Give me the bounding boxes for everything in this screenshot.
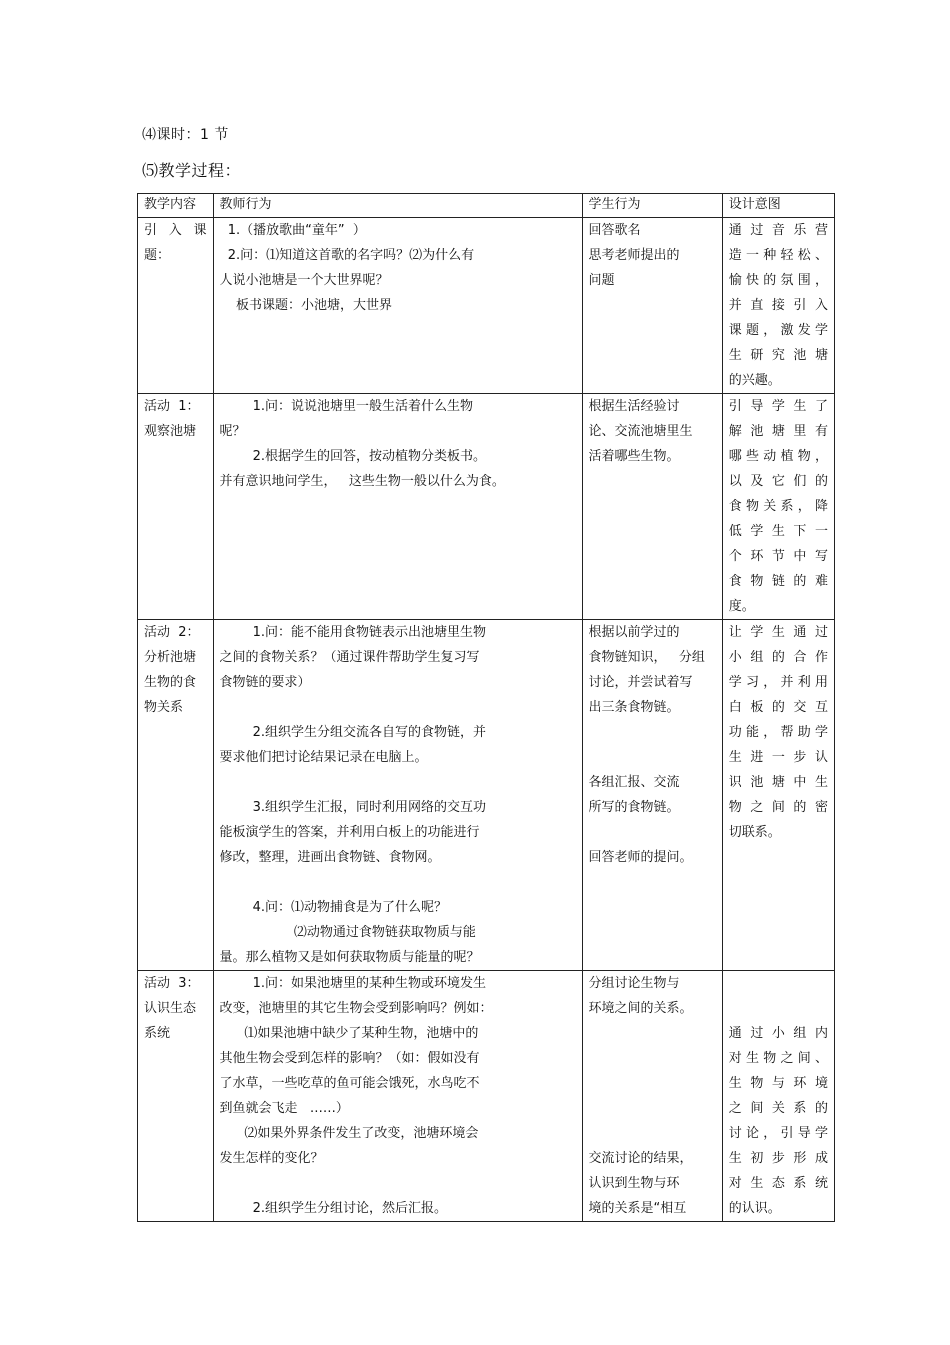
cell-line: 分析池塘: [144, 650, 197, 665]
cell-line: 各组汇报、交流: [588, 775, 680, 790]
cell-intent: [722, 971, 834, 1222]
cell-line: 小组的合作: [728, 650, 828, 665]
cell-line: 功能，帮助学: [728, 725, 828, 740]
cell-line: 出三条食物链。: [588, 700, 680, 715]
table-header-row: [138, 194, 835, 218]
cell-line: 生初步形成: [728, 1151, 828, 1166]
cell-line: 根据生活经验讨: [588, 399, 680, 414]
cell-line: [220, 770, 576, 795]
cell-line: 的兴趣。: [728, 373, 781, 388]
cell-line: 讨论，并尝试着写: [588, 675, 693, 690]
cell-line: 愉快的氛围，: [728, 273, 828, 288]
cell-line: 所写的食物链。: [588, 800, 680, 815]
cell-line: 论、交流池塘里生: [588, 424, 693, 439]
cell-intent: [722, 394, 834, 620]
cell-line: 2.组织学生分组讨论，然后汇报。: [219, 1201, 447, 1216]
cell-line: 引 入 课: [144, 223, 207, 238]
cell-line: 回答歌名: [588, 223, 641, 238]
cell-line: 2.问：⑴知道这首歌的名字吗？⑵为什么有: [219, 248, 475, 263]
cell-line: [589, 820, 716, 845]
cell-line: 环境之间的关系。: [588, 1001, 693, 1016]
cell-line: 通过小组内: [728, 1026, 828, 1041]
cell-line: [729, 971, 828, 996]
cell-line: 个环节中写: [728, 549, 828, 564]
cell-line: 呢？: [219, 424, 246, 439]
cell-line: [589, 720, 716, 745]
cell-content: [138, 394, 214, 620]
cell-line: [589, 1021, 716, 1046]
cell-teacher: [213, 971, 582, 1222]
cell-line: 活动 2：: [144, 625, 200, 640]
header-content: 教学内容: [138, 194, 214, 218]
cell-line: 4.问：⑴动物捕食是为了什么呢？: [219, 900, 447, 915]
cell-teacher: [213, 394, 582, 620]
cell-line: 并有意识地问学生， 这些生物一般以什么为食。: [219, 474, 505, 489]
cell-line: 引导学生了: [728, 399, 828, 414]
header-student: 学生行为: [582, 194, 722, 218]
table-row: [138, 218, 835, 394]
lesson-hours-value: 1 节: [200, 127, 229, 143]
cell-line: ⑵如果外界条件发生了改变，池塘环境会: [219, 1126, 479, 1141]
cell-line: 解池塘里有: [728, 424, 828, 439]
cell-line: 课题，激发学: [728, 323, 828, 338]
cell-line: 并直接引入: [728, 298, 828, 313]
cell-line: 讨论，引导学: [728, 1126, 828, 1141]
cell-line: 物关系: [144, 700, 184, 715]
teaching-process-heading: [142, 158, 241, 181]
cell-line: 食物链知识， 分组: [588, 650, 705, 665]
cell-student: [582, 620, 722, 971]
cell-intent: [722, 218, 834, 394]
cell-line: 识池塘中生: [728, 775, 828, 790]
cell-line: 改变，池塘里的其它生物会受到影响吗？例如：: [219, 1001, 493, 1016]
cell-student: [582, 218, 722, 394]
cell-line: 低学生下一: [728, 524, 828, 539]
cell-teacher: [213, 218, 582, 394]
cell-line: 1.问：能不能用食物链表示出池塘里生物: [219, 625, 486, 640]
cell-teacher: [213, 620, 582, 971]
cell-line: 人说小池塘是一个大世界呢？: [219, 273, 389, 288]
cell-line: 对生态系统: [728, 1176, 828, 1191]
cell-line: 发生怎样的变化？: [219, 1151, 324, 1166]
cell-line: 量。那么植物又是如何获取物质与能量的呢？: [219, 950, 480, 965]
cell-line: 2.组织学生分组交流各自写的食物链，并: [219, 725, 486, 740]
lesson-hours-heading: [142, 124, 229, 144]
header-intent: 设计意图: [722, 194, 834, 218]
cell-line: 问题: [588, 273, 615, 288]
cell-line: 造一种轻松、: [728, 248, 828, 263]
header-teacher: 教师行为: [213, 194, 582, 218]
cell-line: 食物链的难: [728, 574, 828, 589]
cell-line: 分组讨论生物与: [588, 976, 680, 991]
cell-line: 生物的食: [144, 675, 197, 690]
cell-line: ⑵动物通过食物链获取物质与能: [219, 925, 476, 940]
cell-line: 了水草，一些吃草的鱼可能会饿死，水鸟吃不: [219, 1076, 480, 1091]
cell-line: 要求他们把讨论结果记录在电脑上。: [219, 750, 428, 765]
cell-student: [582, 971, 722, 1222]
teaching-process-table: [137, 193, 835, 1222]
cell-line: 题：: [144, 248, 171, 263]
cell-content: [138, 620, 214, 971]
cell-line: 学习，并利用: [728, 675, 828, 690]
cell-line: 生进一步认: [728, 750, 828, 765]
cell-line: 之间关系的: [728, 1101, 828, 1116]
cell-intent: [722, 620, 834, 971]
cell-line: 3.组织学生汇报，同时利用网络的交互功: [219, 800, 486, 815]
cell-line: [589, 745, 716, 770]
cell-line: 切联系。: [728, 825, 781, 840]
cell-line: 度。: [728, 599, 755, 614]
cell-line: 修改，整理，进画出食物链、食物网。: [219, 850, 441, 865]
cell-line: 观察池塘: [144, 424, 197, 439]
cell-content: [138, 218, 214, 394]
cell-line: 活动 1：: [144, 399, 200, 414]
cell-line: 生物与环境: [728, 1076, 828, 1091]
cell-line: 板书课题：小池塘，大世界: [219, 298, 393, 313]
cell-line: [589, 1046, 716, 1071]
cell-line: 生研究池塘: [728, 348, 828, 363]
cell-line: 认识生态: [144, 1001, 197, 1016]
cell-line: 能板演学生的答案，并利用白板上的功能进行: [219, 825, 480, 840]
table-row: [138, 394, 835, 620]
cell-line: 认识到生物与环: [588, 1176, 680, 1191]
cell-line: 1.（播放歌曲“童年” ）: [219, 223, 366, 238]
cell-line: 到鱼就会飞走 ……）: [219, 1101, 349, 1116]
cell-line: [220, 1171, 576, 1196]
table-row: [138, 620, 835, 971]
cell-line: 之间的食物关系？（通过课件帮助学生复习写: [219, 650, 480, 665]
cell-line: 1.问：如果池塘里的某种生物或环境发生: [219, 976, 486, 991]
cell-line: 的认识。: [728, 1201, 781, 1216]
cell-line: 活着哪些生物。: [588, 449, 680, 464]
cell-line: 白板的交互: [728, 700, 828, 715]
cell-line: 回答老师的提问。: [588, 850, 693, 865]
cell-content: [138, 971, 214, 1222]
cell-line: 思考老师提出的: [588, 248, 680, 263]
cell-line: [589, 1096, 716, 1121]
cell-line: [589, 1121, 716, 1146]
cell-line: 境的关系是“相互: [588, 1201, 687, 1216]
cell-line: 对生物之间、: [728, 1051, 828, 1066]
cell-line: 其他生物会受到怎样的影响？（如：假如没有: [219, 1051, 480, 1066]
cell-line: ⑴如果池塘中缺少了某种生物，池塘中的: [219, 1026, 479, 1041]
cell-line: 让学生通过: [728, 625, 828, 640]
cell-line: 系统: [144, 1026, 171, 1041]
cell-line: 根据以前学过的: [588, 625, 680, 640]
cell-student: [582, 394, 722, 620]
cell-line: 食物链的要求）: [219, 675, 311, 690]
cell-line: 通过音乐营: [728, 223, 828, 238]
cell-line: 2.根据学生的回答，按动植物分类板书。: [219, 449, 486, 464]
cell-line: [220, 870, 576, 895]
cell-line: 活动 3：: [144, 976, 200, 991]
cell-line: [589, 1071, 716, 1096]
cell-line: 哪些动植物，: [728, 449, 828, 464]
cell-line: 以及它们的: [728, 474, 828, 489]
cell-line: 1.问：说说池塘里一般生活着什么生物: [219, 399, 473, 414]
teaching-process-title: ⑸教学过程：: [142, 161, 242, 180]
cell-line: [729, 996, 828, 1021]
cell-line: [220, 695, 576, 720]
lesson-hours-label: ⑷课时：: [142, 127, 200, 143]
cell-line: 物之间的密: [728, 800, 828, 815]
table-row: [138, 971, 835, 1222]
cell-line: 食物关系，降: [728, 499, 828, 514]
cell-line: 交流讨论的结果，: [588, 1151, 693, 1166]
